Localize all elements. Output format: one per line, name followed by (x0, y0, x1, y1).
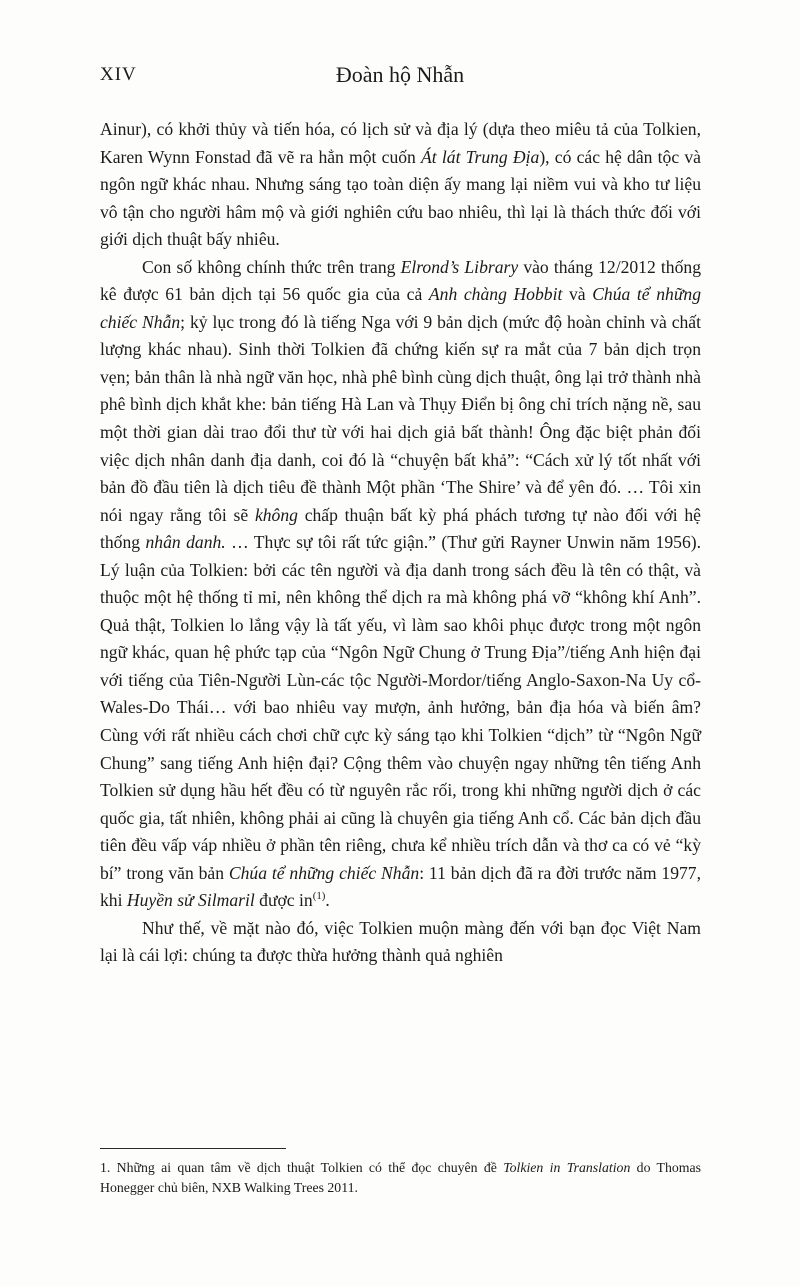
text-run: Con số không chính thức trên trang (142, 256, 401, 277)
text-run: … Thực sự tôi rất tức giận.” (Thư gửi Rayner Unwin năm 1956). Lý luận của Tolkien: bởi các tên người và địa danh trong sách đều là tên có thật, và thuộc một hệ thống tỉ mỉ, nên không thể dịch ra mà không phá vỡ “không khí Anh”. Quả thật, Tolkien lo lắng vậy là tất yếu, vì làm sao khôi phục được trong một ngôn ngữ khác, quan hệ phức tạp của “Ngôn Ngữ Chung ở Trung Địa”/tiếng Anh hiện đại với tiếng của Tiên-Người Lùn-các tộc Người-Mordor/tiếng Anglo-Saxon-Na Uy cổ-Wales-Do Thái… với bao nhiêu vay mượn, ảnh hưởng, bản địa hóa và biến âm? Cùng với rất nhiều cách chơi chữ cực kỳ sáng tạo khi Tolkien “dịch” từ “Ngôn Ngữ Chung” sang tiếng Anh hiện đại? Cộng thêm vào chuyện ngay những tên tiếng Anh Tolkien sử dụng hầu hết đều có từ nguyên rắc rối, trong khi những người dịch ở các quốc gia, tất nhiên, không phải ai cũng là chuyên gia tiếng Anh cổ. Các bản dịch đầu tiên đều vấp váp nhiều ở phần tên riêng, chưa kể nhiều trích dẫn và thơ ca có vẻ “kỳ bí” trong văn bản (100, 532, 702, 883)
paragraph (100, 116, 701, 254)
footnote-reference: (1) (312, 890, 326, 903)
text-run: không (254, 504, 298, 525)
page-header (0, 62, 800, 94)
paragraph (100, 915, 701, 970)
text-run: Át lát Trung Địa (421, 146, 540, 167)
footnote-area (100, 1148, 701, 1197)
text-run: và (562, 284, 593, 305)
text-run: . (325, 890, 330, 911)
text-run: 1. Những ai quan tâm về dịch thuật Tolkien có thể đọc chuyên đề (100, 1160, 504, 1175)
text-run: Huyền sử Silmaril (126, 890, 255, 911)
footnote-rule (100, 1148, 286, 1149)
paragraph (100, 1158, 701, 1197)
page-number: XIV (100, 64, 137, 85)
text-run: Chúa tể những chiếc Nhẫn (228, 862, 420, 883)
text-run: nhân danh. (145, 532, 226, 553)
text-run: được in (254, 890, 313, 911)
text-run: Chúa tể những chiếc Nhẫn (100, 284, 702, 332)
text-run: Anh chàng Hobbit (428, 284, 563, 305)
text-run: ; kỷ lục trong đó là tiếng Nga với 9 bản dịch (mức độ hoàn chỉnh và chất lượng khác nhau). Sinh thời Tolkien đã chứng kiến sự ra mắt của 7 bản dịch trọn vẹn; bản thân là nhà ngữ văn học, nhà phê bình cùng dịch thuật, ông lại trở thành nhà phê bình dịch khắt khe: bản tiếng Hà Lan và Thụy Điển bị ông chỉ trích nặng nề, sau một thời gian dài trao đổi thư từ với hai dịch giả bất thành! Ông đặc biệt phản đối việc dịch nhân danh địa danh, coi đó là “chuyện bất khả”: “Cách xử lý tốt nhất với bản đồ đầu tiên là dịch tiêu đề thành Một phần ‘The Shire’ và để yên đó. … Tôi xin nói ngay rằng tôi sẽ (100, 311, 701, 525)
text-run: vào tháng 12/2012 thống kê được 61 bản dịch tại 56 quốc gia của cả (100, 256, 701, 305)
running-head: Đoàn hộ Nhẫn (335, 62, 465, 87)
paragraph (100, 254, 701, 915)
body-text (100, 116, 701, 970)
text-run: Như thế, về mặt nào đó, việc Tolkien muộn màng đến với bạn đọc Việt Nam lại là cái lợi: chúng ta được thừa hưởng thành quả nghiên (100, 917, 701, 966)
text-run: do Thomas Honegger chủ biên, NXB Walking Trees 2011. (100, 1160, 701, 1195)
text-run: Ainur), có khởi thủy và tiến hóa, có lịch sử và địa lý (dựa theo miêu tả của Tolkien, Karen Wynn Fonstad đã vẽ ra hẳn một cuốn (100, 119, 701, 167)
footnote (100, 1158, 701, 1197)
text-run: : 11 bản dịch đã ra đời trước năm 1977, khi (100, 862, 701, 911)
text-run: chấp thuận bất kỳ phá phách tương tự nào đối với hệ thống (100, 504, 701, 553)
text-run: ), có các hệ dân tộc và ngôn ngữ khác nhau. Nhưng sáng tạo toàn diện ấy mang lại niềm vui và kho tư liệu vô tận cho người hâm mộ và giới nghiên cứu bao nhiêu, thì lại là thách thức đối với giới dịch thuật bấy nhiêu. (100, 146, 701, 250)
text-run: Tolkien in Translation (503, 1160, 631, 1175)
text-run: Elrond’s Library (400, 256, 519, 277)
